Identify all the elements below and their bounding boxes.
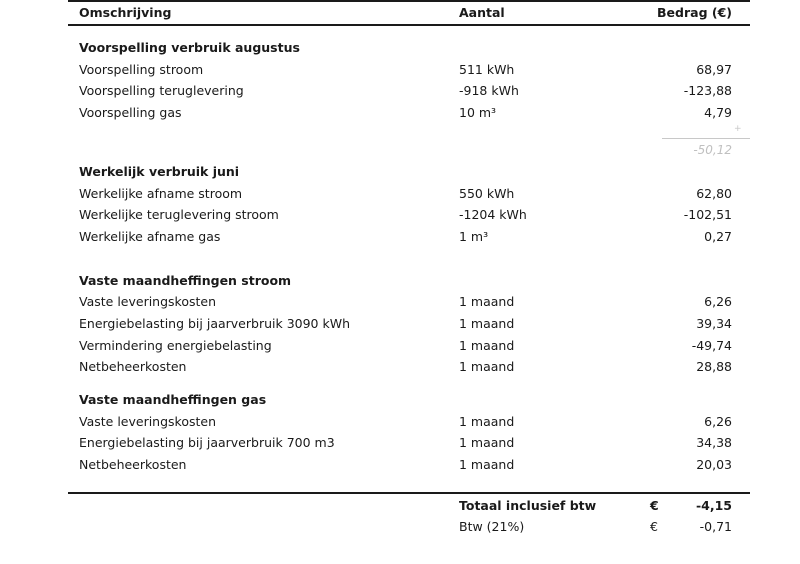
row-quantity: 550 kWh xyxy=(459,186,515,201)
section-title: Werkelijk verbruik juni xyxy=(79,164,240,179)
table-row xyxy=(0,316,800,338)
section-title: Vaste maandheffingen stroom xyxy=(79,273,292,288)
row-description: Voorspelling gas xyxy=(79,105,182,120)
total-amount: -4,15 xyxy=(695,498,732,513)
table-row xyxy=(0,62,800,84)
table-row xyxy=(0,207,800,229)
row-amount: 34,38 xyxy=(696,435,732,450)
table-row xyxy=(0,229,800,251)
row-quantity: 1 m³ xyxy=(459,229,489,244)
table-row xyxy=(0,83,800,105)
header-rule xyxy=(68,24,750,26)
row-description: Werkelijke teruglevering stroom xyxy=(79,207,279,222)
row-quantity: 1 maand xyxy=(459,435,515,450)
row-quantity: 1 maand xyxy=(459,414,515,429)
table-row xyxy=(0,359,800,381)
row-description: Netbeheerkosten xyxy=(79,457,187,472)
row-quantity: 1 maand xyxy=(459,457,515,472)
table-row xyxy=(0,105,800,127)
vat-amount: -0,71 xyxy=(699,519,732,534)
row-description: Voorspelling stroom xyxy=(79,62,204,77)
row-description: Energiebelasting bij jaarverbruik 700 m3 xyxy=(79,435,335,450)
row-amount: 4,79 xyxy=(704,105,732,120)
row-quantity: 1 maand xyxy=(459,338,515,353)
row-quantity: 1 maand xyxy=(459,359,515,374)
row-amount: 62,80 xyxy=(696,186,732,201)
subtotal-amount: -50,12 xyxy=(693,143,732,157)
row-amount: -123,88 xyxy=(683,83,732,98)
section-title: Vaste maandheffingen gas xyxy=(79,392,267,407)
row-quantity: 1 maand xyxy=(459,294,515,309)
table-row xyxy=(0,294,800,316)
row-amount: 39,34 xyxy=(696,316,732,331)
row-quantity: 511 kWh xyxy=(459,62,515,77)
total-label: Totaal inclusief btw xyxy=(459,498,597,513)
subtotal-rule xyxy=(662,138,750,139)
row-amount: 6,26 xyxy=(704,414,732,429)
row-amount: 6,26 xyxy=(704,294,732,309)
row-description: Werkelijke afname stroom xyxy=(79,186,243,201)
row-description: Voorspelling teruglevering xyxy=(79,83,244,98)
row-amount: 28,88 xyxy=(696,359,732,374)
row-description: Werkelijke afname gas xyxy=(79,229,221,244)
row-quantity: 10 m³ xyxy=(459,105,497,120)
table-row xyxy=(0,435,800,457)
header-description: Omschrijving xyxy=(79,5,172,20)
row-quantity: 1 maand xyxy=(459,316,515,331)
table-row xyxy=(0,186,800,208)
header-amount: Bedrag (€) xyxy=(657,5,732,20)
row-amount: 0,27 xyxy=(704,229,732,244)
row-quantity: -918 kWh xyxy=(459,83,519,98)
vat-label: Btw (21%) xyxy=(459,519,525,534)
row-description: Vermindering energiebelasting xyxy=(79,338,272,353)
total-rule xyxy=(68,492,750,494)
vat-currency: € xyxy=(650,519,658,534)
header-quantity: Aantal xyxy=(459,5,505,20)
row-quantity: -1204 kWh xyxy=(459,207,527,222)
table-row xyxy=(0,457,800,479)
row-description: Energiebelasting bij jaarverbruik 3090 kWh xyxy=(79,316,351,331)
top-rule xyxy=(68,0,750,2)
section-title: Voorspelling verbruik augustus xyxy=(79,40,300,55)
table-row xyxy=(0,338,800,360)
row-amount: 20,03 xyxy=(696,457,732,472)
total-currency: € xyxy=(650,498,659,513)
plus-sign: + xyxy=(734,124,742,134)
row-amount: 68,97 xyxy=(696,62,732,77)
row-description: Netbeheerkosten xyxy=(79,359,187,374)
row-description: Vaste leveringskosten xyxy=(79,414,217,429)
row-amount: -102,51 xyxy=(683,207,732,222)
row-amount: -49,74 xyxy=(691,338,732,353)
row-description: Vaste leveringskosten xyxy=(79,294,217,309)
table-row xyxy=(0,414,800,436)
